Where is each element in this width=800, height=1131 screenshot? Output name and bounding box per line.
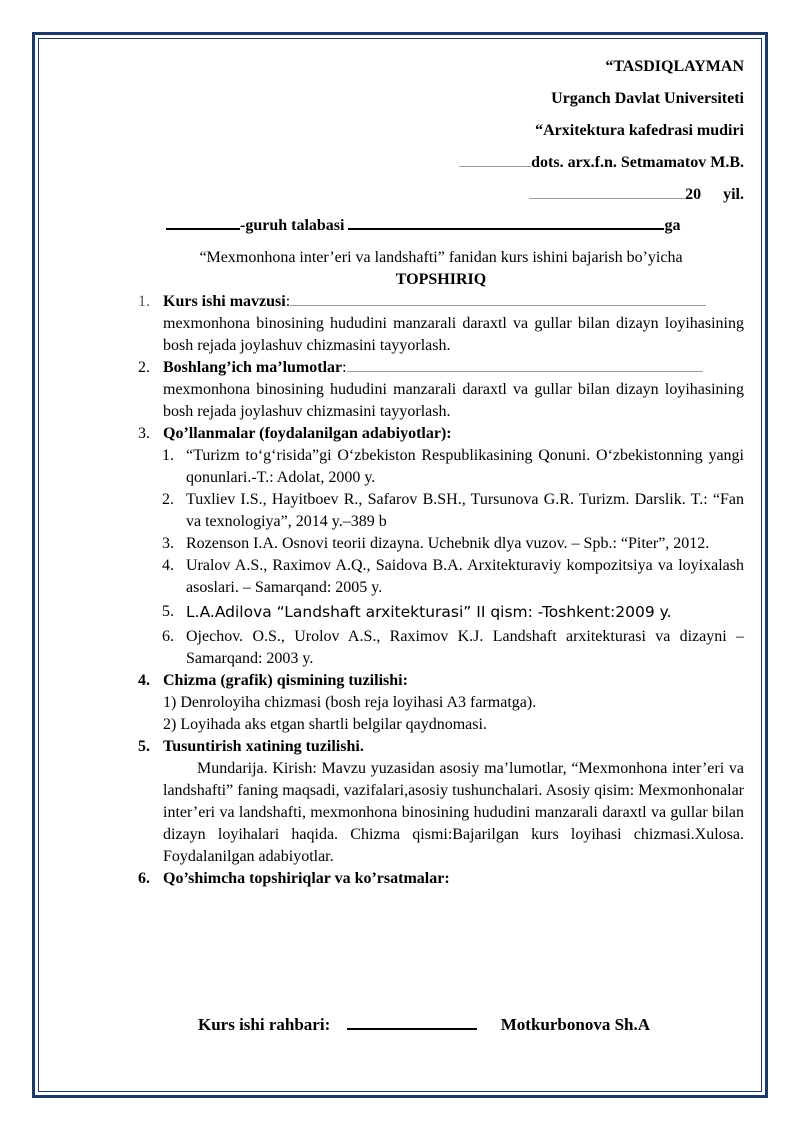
- section-2: [138, 357, 744, 423]
- signature-blank: [459, 152, 531, 167]
- reference-number: 6.: [162, 628, 174, 645]
- supervisor-name: Motkurbonova Sh.A: [500, 1015, 651, 1034]
- reference-number: 2.: [162, 491, 174, 508]
- section-4-item: 1) Denroloyiha chizmasi (bosh reja loyihasi A3 farmatga).: [163, 694, 537, 711]
- section-5-text: Mundarija. Kirish: Mavzu yuzasidan asosiy ma’lumotlar, “Mexmonhona inter’eri va landshafti” faning maqsadi, vazifalari,asosiy tushunchalari. Asosiy qisim: Mexmonhonalar inter’eri va landshafti, mexmonhona binosining hududini manzarali daraxtl va gullar bilan dizayn loyihalari haqida. Chizma qismi:Bajarilgan kurs loyihasi chizmasi.Xulosa. Foydalanilgan adabiyotlar.: [163, 760, 744, 865]
- section-1-blank: [290, 293, 706, 306]
- task-title: TOPSHIRIQ: [395, 271, 487, 288]
- course-line: “Mexmonhona inter’eri va landshafti” fanidan kurs ishini bajarish bo’yicha: [199, 249, 683, 266]
- section-5-title: Tusuntirish xatining tuzilishi.: [163, 738, 364, 755]
- group-blank: [166, 214, 240, 230]
- reference-list: [138, 445, 744, 670]
- reference-item: [138, 555, 744, 599]
- reference-text: Ojechov. O.S., Urolov A.S., Raximov K.J. Landshaft arxitekturasi va dizayni – Samarqand: 2003 y.: [186, 628, 744, 667]
- supervisor-label: Kurs ishi rahbari:: [198, 1015, 331, 1034]
- document-page: [138, 52, 744, 890]
- reference-text: Tuxliev I.S., Hayitboev R., Safarov B.SH., Tursunova G.R. Turizm. Darslik. T.: “Fan va texnologiya”, 2014 y.–389 b: [186, 491, 744, 530]
- student-suffix: ga: [664, 217, 681, 234]
- supervisor-signature-line: [198, 1014, 650, 1035]
- reference-item: [138, 601, 744, 624]
- section-1-number: 1.: [138, 293, 150, 310]
- section-3-number: 3.: [138, 425, 150, 442]
- university-name: Urganch Davlat Universiteti: [551, 90, 744, 107]
- section-5-number: 5.: [138, 738, 150, 755]
- date-blank: [529, 184, 685, 199]
- reference-text: Rozenson I.A. Osnovi teorii dizayna. Uchebnik dlya vuzov. – Spb.: “Piter”, 2012.: [186, 535, 710, 552]
- section-1-text: mexmonhona binosining hududini manzarali daraxtl va gullar bilan dizayn loyihasining bosh rejada joylashuv chizmasini tayyorlash.: [163, 315, 744, 354]
- reference-number: 5.: [162, 603, 174, 620]
- year-prefix: 20: [685, 186, 702, 203]
- date-line: [138, 184, 744, 206]
- reference-text: “Turizm to‘g‘risida”gi O‘zbekiston Respublikasining Qonuni. O‘zbekistonning yangi qonunlari.-T.: Adolat, 2000 y.: [186, 447, 744, 486]
- student-line: [138, 214, 744, 237]
- section-2-blank: [347, 359, 703, 372]
- section-4-number: 4.: [138, 672, 150, 689]
- supervisor-signature-blank: [347, 1014, 477, 1030]
- year-blank: [701, 184, 723, 199]
- section-4-item: 2) Loyihada aks etgan shartli belgilar qaydnomasi.: [163, 716, 487, 733]
- department-head-title: “Arxitektura kafedrasi mudiri: [535, 122, 744, 139]
- section-6: [138, 868, 744, 890]
- section-6-title: Qo’shimcha topshiriqlar va ko’rsatmalar:: [163, 870, 450, 887]
- section-2-colon: :: [342, 359, 347, 376]
- section-2-number: 2.: [138, 359, 150, 376]
- section-3: [138, 423, 744, 445]
- department-head-name: dots. arx.f.n. Setmamatov M.B.: [531, 154, 744, 171]
- approval-heading: “TASDIQLAYMAN: [605, 58, 744, 75]
- reference-item: [138, 626, 744, 670]
- reference-item: [138, 533, 744, 555]
- section-2-title: Boshlang’ich ma’lumotlar: [163, 359, 343, 376]
- reference-text: L.A.Adilova “Landshaft arxitekturasi” II qism: -Toshkent:2009 y.: [186, 603, 672, 621]
- section-4-title: Chizma (grafik) qismining tuzilishi:: [163, 672, 408, 689]
- reference-item: [138, 489, 744, 533]
- reference-item: [138, 445, 744, 489]
- section-6-number: 6.: [138, 870, 150, 887]
- section-2-text: mexmonhona binosining hududini manzarali daraxtl va gullar bilan dizayn loyihasining bosh rejada joylashuv chizmasini tayyorlash.: [163, 381, 744, 420]
- section-1-title: Kurs ishi mavzusi: [163, 293, 286, 310]
- reference-text: Uralov A.S., Raximov A.Q., Saidova B.A. Arxitekturaviy kompozitsiya va loyixalash asoslari. – Samarqand: 2005 y.: [186, 557, 744, 596]
- section-4: [138, 670, 744, 692]
- reference-number: 1.: [162, 447, 174, 464]
- reference-number: 3.: [162, 535, 174, 552]
- reference-number: 4.: [162, 557, 174, 574]
- group-label: -guruh talabasi: [240, 217, 345, 234]
- section-1-colon: :: [285, 293, 291, 310]
- student-name-blank: [348, 214, 664, 230]
- section-5: [138, 736, 744, 868]
- department-head-line: [138, 152, 744, 174]
- section-1: [138, 291, 744, 357]
- section-3-title: Qo’llanmalar (foydalanilgan adabiyotlar):: [163, 425, 452, 442]
- year-suffix: yil.: [723, 186, 744, 203]
